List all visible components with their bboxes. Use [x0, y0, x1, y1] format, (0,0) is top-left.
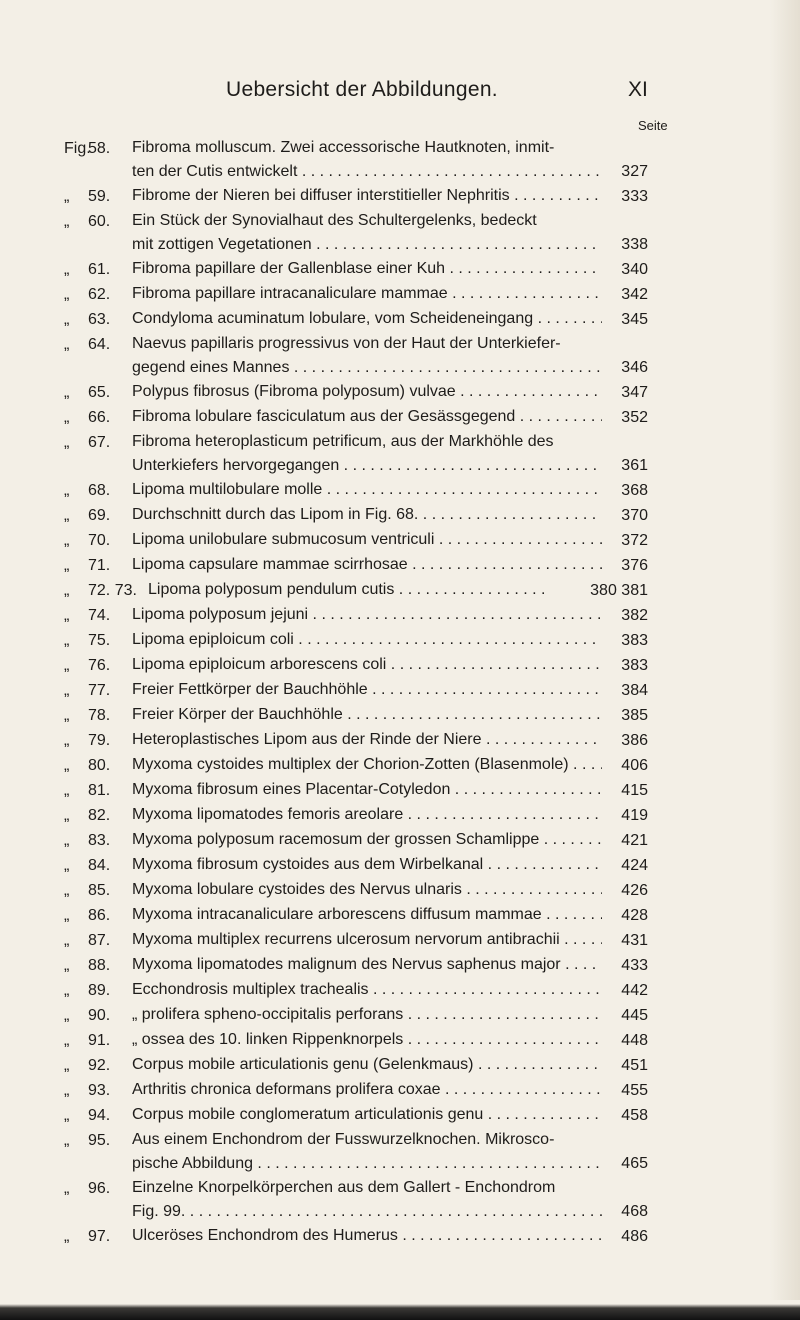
figure-entry	[0, 307, 800, 332]
figure-entry	[0, 405, 800, 430]
figure-number: 62.	[88, 286, 111, 303]
figure-number: 58.	[88, 140, 111, 157]
caption-line: Lipoma polyposum jejuni . . .	[132, 603, 602, 627]
figure-entry	[0, 1053, 800, 1078]
page-reference: 352	[617, 405, 648, 430]
figure-entry	[0, 136, 800, 184]
page-reference: 361	[617, 453, 648, 478]
page-reference: 340	[617, 257, 648, 282]
caption-line: Ein Stück der Synovialhaut des Schultergelenks, bedeckt	[132, 212, 537, 229]
figure-caption	[132, 1003, 602, 1027]
figure-caption	[132, 1176, 602, 1223]
page-reference: 382	[617, 603, 648, 628]
figure-number: 83.	[88, 832, 111, 849]
caption-line: Heteroplastisches Lipom aus der Rinde der Niere . . .	[132, 728, 602, 752]
figure-caption	[132, 1224, 602, 1248]
page-reference: 468	[617, 1199, 648, 1224]
figure-entry	[0, 578, 800, 603]
figure-entry	[0, 853, 800, 878]
figure-caption	[132, 828, 602, 852]
figure-prefix: „	[64, 582, 70, 599]
figure-prefix: „	[64, 409, 70, 426]
caption-line: mit zottigen Vegetationen . . .	[132, 233, 602, 257]
figure-caption	[132, 332, 602, 379]
caption-line: Fibrome der Nieren bei diffuser interstitieller Nephritis . . .	[132, 184, 602, 208]
caption-line: Ulceröses Enchondrom des Humerus . . .	[132, 1224, 602, 1248]
figure-caption	[132, 778, 602, 802]
figure-caption	[132, 553, 602, 577]
figure-entry	[0, 1176, 800, 1224]
figure-number: 67.	[88, 434, 111, 451]
figure-caption	[132, 380, 602, 404]
figure-entry	[0, 184, 800, 209]
figure-number: 91.	[88, 1032, 111, 1049]
figure-prefix: „	[64, 188, 70, 205]
figure-prefix: „	[64, 507, 70, 524]
figure-caption	[132, 878, 602, 902]
figure-number: 66.	[88, 409, 111, 426]
caption-line: „ prolifera spheno-occipitalis perforans . . .	[132, 1003, 602, 1027]
figure-caption	[132, 1053, 602, 1077]
figure-prefix: „	[64, 882, 70, 899]
caption-line: Fibroma heteroplasticum petrificum, aus der Markhöhle des	[132, 433, 554, 450]
caption-line: Myxoma polyposum racemosum der grossen Schamlippe . . .	[132, 828, 602, 852]
figure-caption	[132, 405, 602, 429]
caption-line: Lipoma polyposum pendulum cutis . . .	[148, 578, 548, 602]
page-reference: 333	[617, 184, 648, 209]
figure-prefix: „	[64, 1180, 70, 1197]
figure-number: 86.	[88, 907, 111, 924]
page-reference: 372	[617, 528, 648, 553]
running-title: Uebersicht der Abbildungen.	[226, 78, 498, 101]
figure-number: 89.	[88, 982, 111, 999]
figure-caption	[132, 1078, 602, 1102]
caption-line: Myxoma intracanaliculare arborescens diffusum mammae . . .	[132, 903, 602, 927]
figure-number: 88.	[88, 957, 111, 974]
figure-number: 75.	[88, 632, 111, 649]
caption-line: Lipoma multilobulare molle . . .	[132, 478, 602, 502]
figure-entry	[0, 553, 800, 578]
caption-line: Freier Fettkörper der Bauchhöhle . . .	[132, 678, 602, 702]
page-reference: 451	[617, 1053, 648, 1078]
page-reference: 385	[617, 703, 648, 728]
figure-number: 68.	[88, 482, 111, 499]
page-reference: 384	[617, 678, 648, 703]
figure-number: 81.	[88, 782, 111, 799]
figure-entry	[0, 703, 800, 728]
page-reference: 327	[617, 159, 648, 184]
caption-line: Naevus papillaris progressivus von der Haut der Unterkiefer-	[132, 335, 561, 352]
figure-caption	[132, 928, 602, 952]
figure-list	[0, 136, 800, 1249]
figure-caption	[132, 136, 602, 183]
figure-number: 93.	[88, 1082, 111, 1099]
figure-entry	[0, 257, 800, 282]
caption-line: Polypus fibrosus (Fibroma polyposum) vulvae . . .	[132, 380, 602, 404]
figure-entry	[0, 332, 800, 380]
figure-prefix: Fig.	[64, 140, 91, 157]
figure-entry	[0, 1003, 800, 1028]
figure-entry	[0, 1078, 800, 1103]
caption-line: Einzelne Knorpelkörperchen aus dem Gallert - Enchondrom	[132, 1179, 556, 1196]
figure-prefix: „	[64, 532, 70, 549]
caption-line: „ ossea des 10. linken Rippenknorpels . . .	[132, 1028, 602, 1052]
figure-prefix: „	[64, 1107, 70, 1124]
figure-caption	[132, 903, 602, 927]
figure-prefix: „	[64, 907, 70, 924]
page-column-label: Seite	[638, 118, 668, 133]
page-reference: 448	[617, 1028, 648, 1053]
page-reference: 419	[617, 803, 648, 828]
figure-prefix: „	[64, 286, 70, 303]
figure-caption	[132, 653, 602, 677]
figure-prefix: „	[64, 932, 70, 949]
page-reference: 455	[617, 1078, 648, 1103]
caption-line: Ecchondrosis multiplex trachealis . . .	[132, 978, 602, 1002]
figure-entry	[0, 380, 800, 405]
figure-caption	[132, 853, 602, 877]
page-reference: 426	[617, 878, 648, 903]
caption-line: Fibroma papillare intracanaliculare mammae . . .	[132, 282, 602, 306]
figure-number: 94.	[88, 1107, 111, 1124]
figure-prefix: „	[64, 807, 70, 824]
figure-caption	[132, 307, 602, 331]
page-reference: 383	[617, 628, 648, 653]
caption-line: Lipoma unilobulare submucosum ventriculi . . .	[132, 528, 602, 552]
figure-entry	[0, 778, 800, 803]
caption-line: Unterkiefers hervorgegangen . . .	[132, 454, 602, 478]
figure-caption	[132, 628, 602, 652]
page-reference: 433	[617, 953, 648, 978]
caption-line: Aus einem Enchondrom der Fusswurzelknochen. Mikrosco-	[132, 1131, 555, 1148]
figure-caption	[132, 209, 602, 256]
page-reference: 338	[617, 232, 648, 257]
caption-line: Fibroma molluscum. Zwei accessorische Hautknoten, inmit-	[132, 139, 555, 156]
page-reference: 486	[617, 1224, 648, 1249]
page-reference: 431	[617, 928, 648, 953]
caption-line: Myxoma lipomatodes malignum des Nervus saphenus major . . .	[132, 953, 602, 977]
figure-number: 84.	[88, 857, 111, 874]
figure-entry	[0, 1028, 800, 1053]
page-reference: 383	[617, 653, 648, 678]
figure-entry	[0, 603, 800, 628]
figure-prefix: „	[64, 1057, 70, 1074]
figure-prefix: „	[64, 1082, 70, 1099]
figure-caption	[132, 430, 602, 477]
figure-entry	[0, 653, 800, 678]
figure-number: 63.	[88, 311, 111, 328]
figure-caption	[132, 753, 602, 777]
figure-number: 78.	[88, 707, 111, 724]
figure-prefix: „	[64, 707, 70, 724]
figure-caption	[132, 528, 602, 552]
page-reference: 421	[617, 828, 648, 853]
caption-line: Lipoma epiploicum arborescens coli . . .	[132, 653, 602, 677]
figure-number: 74.	[88, 607, 111, 624]
figure-number: 90.	[88, 1007, 111, 1024]
figure-caption	[132, 603, 602, 627]
figure-entry	[0, 928, 800, 953]
figure-number: 72. 73.	[88, 582, 137, 599]
figure-prefix: „	[64, 682, 70, 699]
figure-number: 97.	[88, 1228, 111, 1245]
page-reference: 458	[617, 1103, 648, 1128]
caption-line: Durchschnitt durch das Lipom in Fig. 68. . . .	[132, 503, 602, 527]
figure-number: 96.	[88, 1180, 111, 1197]
figure-caption	[132, 503, 602, 527]
figure-entry	[0, 1128, 800, 1176]
page-reference: 424	[617, 853, 648, 878]
figure-entry	[0, 528, 800, 553]
page-reference: 342	[617, 282, 648, 307]
figure-caption	[132, 257, 602, 281]
caption-line: Arthritis chronica deformans prolifera coxae . . .	[132, 1078, 602, 1102]
figure-prefix: „	[64, 832, 70, 849]
figure-entry	[0, 878, 800, 903]
figure-prefix: „	[64, 1132, 70, 1149]
figure-prefix: „	[64, 482, 70, 499]
figure-caption	[132, 282, 602, 306]
figure-entry	[0, 209, 800, 257]
figure-prefix: „	[64, 1007, 70, 1024]
figure-prefix: „	[64, 213, 70, 230]
page-number: XI	[628, 78, 648, 101]
figure-prefix: „	[64, 982, 70, 999]
figure-entry	[0, 828, 800, 853]
figure-number: 92.	[88, 1057, 111, 1074]
figure-number: 59.	[88, 188, 111, 205]
figure-entry	[0, 503, 800, 528]
figure-entry	[0, 678, 800, 703]
figure-prefix: „	[64, 732, 70, 749]
page-reference: 428	[617, 903, 648, 928]
figure-number: 77.	[88, 682, 111, 699]
figure-number: 82.	[88, 807, 111, 824]
caption-line: Myxoma multiplex recurrens ulcerosum nervorum antibrachii . . .	[132, 928, 602, 952]
figure-number: 79.	[88, 732, 111, 749]
figure-prefix: „	[64, 336, 70, 353]
caption-line: Corpus mobile conglomeratum articulationis genu . . .	[132, 1103, 602, 1127]
figure-entry	[0, 728, 800, 753]
caption-line: Myxoma fibrosum cystoides aus dem Wirbelkanal . . .	[132, 853, 602, 877]
figure-caption	[132, 703, 602, 727]
figure-prefix: „	[64, 261, 70, 278]
page-reference: 445	[617, 1003, 648, 1028]
caption-line: Lipoma capsulare mammae scirrhosae . . .	[132, 553, 602, 577]
figure-caption	[132, 1103, 602, 1127]
figure-prefix: „	[64, 782, 70, 799]
caption-line: Corpus mobile articulationis genu (Gelenkmaus) . . .	[132, 1053, 602, 1077]
page-reference: 386	[617, 728, 648, 753]
figure-number: 70.	[88, 532, 111, 549]
figure-number: 95.	[88, 1132, 111, 1149]
figure-caption	[132, 953, 602, 977]
page-reference: 442	[617, 978, 648, 1003]
caption-line: Myxoma lipomatodes femoris areolare . . .	[132, 803, 602, 827]
figure-entry	[0, 803, 800, 828]
caption-line: Freier Körper der Bauchhöhle . . .	[132, 703, 602, 727]
page-reference: 368	[617, 478, 648, 503]
figure-entry	[0, 282, 800, 307]
figure-number: 71.	[88, 557, 111, 574]
figure-prefix: „	[64, 1228, 70, 1245]
figure-number: 85.	[88, 882, 111, 899]
figure-caption	[132, 728, 602, 752]
caption-line: Fig. 99. . . .	[132, 1200, 602, 1224]
figure-number: 64.	[88, 336, 111, 353]
figure-prefix: „	[64, 557, 70, 574]
page-reference: 345	[617, 307, 648, 332]
figure-caption	[132, 1028, 602, 1052]
caption-line: Myxoma lobulare cystoides des Nervus ulnaris . . .	[132, 878, 602, 902]
figure-caption	[132, 184, 602, 208]
figure-prefix: „	[64, 632, 70, 649]
page-reference: 380 381	[586, 578, 648, 603]
page-reference: 465	[617, 1151, 648, 1176]
figure-caption	[132, 478, 602, 502]
figure-number: 87.	[88, 932, 111, 949]
figure-number: 61.	[88, 261, 111, 278]
caption-line: gegend eines Mannes . . .	[132, 356, 602, 380]
page-reference: 415	[617, 778, 648, 803]
page-reference: 370	[617, 503, 648, 528]
page-reference: 376	[617, 553, 648, 578]
figure-number: 80.	[88, 757, 111, 774]
figure-prefix: „	[64, 434, 70, 451]
figure-number: 60.	[88, 213, 111, 230]
figure-prefix: „	[64, 384, 70, 401]
page-reference: 346	[617, 355, 648, 380]
figure-entry	[0, 978, 800, 1003]
figure-entry	[0, 1103, 800, 1128]
figure-entry	[0, 628, 800, 653]
figure-prefix: „	[64, 757, 70, 774]
figure-number: 76.	[88, 657, 111, 674]
figure-entry	[0, 753, 800, 778]
page-edge-shadow	[770, 0, 800, 1320]
figure-entry	[0, 903, 800, 928]
caption-line: Lipoma epiploicum coli . . .	[132, 628, 602, 652]
page-reference: 406	[617, 753, 648, 778]
caption-line: Fibroma papillare der Gallenblase einer Kuh . . .	[132, 257, 602, 281]
figure-entry	[0, 478, 800, 503]
figure-prefix: „	[64, 607, 70, 624]
page-reference: 347	[617, 380, 648, 405]
figure-caption	[132, 678, 602, 702]
caption-line: ten der Cutis entwickelt . . .	[132, 160, 602, 184]
figure-prefix: „	[64, 857, 70, 874]
caption-line: Myxoma cystoides multiplex der Chorion-Zotten (Blasenmole) . . .	[132, 753, 602, 777]
scan-bottom-edge	[0, 1300, 800, 1320]
figure-caption	[132, 803, 602, 827]
caption-line: Condyloma acuminatum lobulare, vom Scheideneingang . . .	[132, 307, 602, 331]
figure-prefix: „	[64, 1032, 70, 1049]
figure-entry	[0, 430, 800, 478]
figure-prefix: „	[64, 657, 70, 674]
figure-entry	[0, 953, 800, 978]
figure-caption	[132, 978, 602, 1002]
figure-caption	[148, 578, 548, 602]
figure-number: 65.	[88, 384, 111, 401]
figure-caption	[132, 1128, 602, 1175]
caption-line: Myxoma fibrosum eines Placentar-Cotyledon . . .	[132, 778, 602, 802]
caption-line: pische Abbildung . . .	[132, 1152, 602, 1176]
figure-entry	[0, 1224, 800, 1249]
caption-line: Fibroma lobulare fasciculatum aus der Gesässgegend . . .	[132, 405, 602, 429]
figure-number: 69.	[88, 507, 111, 524]
figure-prefix: „	[64, 957, 70, 974]
figure-prefix: „	[64, 311, 70, 328]
